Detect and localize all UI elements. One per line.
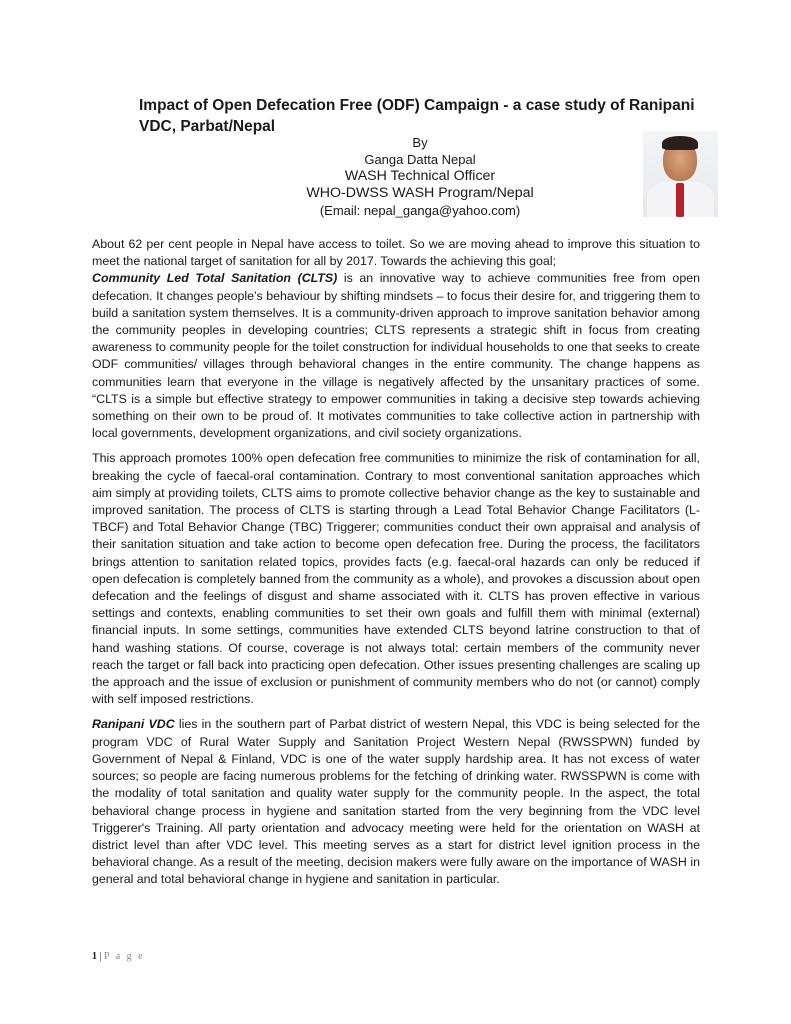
document-title: Impact of Open Defecation Free (ODF) Campaign - a case study of Ranipani VDC, Parbat/Nepal [139,97,695,135]
document-body [92,236,700,897]
keyword-ranipani: Ranipani VDC [92,717,175,732]
author-photo [643,131,718,217]
paragraph-ranipani [92,716,700,888]
author-email: (Email: nepal_ganga@yahoo.com) [319,203,521,218]
paragraph-approach: This approach promotes 100% open defecation free communities to minimize the risk of contamination for all, breaking the cycle of faecal-oral contamination. Contrary to most conventional sanitation approaches which aim simply at providing toilets, CLTS aims to promote collective behavior change as the key to sustainable and improved sanitation. The process of CLTS is starting through a Lead Total Behavior Change Facilitators (L-TBCF) and Total Behavior Change (TBC) Triggerer; communities conduct their own appraisal and analysis of their sanitation situation and take action to become open defecation free. During the process, the facilitators brings attention to sanitation related topics, provides facts (e.g. faecal-oral hazards can only be reduced if open defecation is completely banned from the community as a whole), and provokes a discussion about open defecation and the feelings of disgust and shame associated with it. CLTS has proven effective in various settings and contexts, enabling communities to set their own goals and fulfill them with minimal (external) financial inputs. In some settings, communities have extended CLTS beyond latrine construction to that of hand washing stations. Of course, coverage is not always total: certain members of the community never reach the target or fall back into practicing open defecation. Other issues presenting challenges are scaling up the approach and the issue of exclusion or punishment of community members who do not (or cannot) comply with self imposed restrictions. [92,451,700,707]
paragraph-intro-body: is an innovative way to achieve communities free from open defecation. It changes people’s behaviour by shifting mindsets – to focus their desire for, and triggering them to build a sanitation system themselves. It is a community-driven approach to improve sanitation behavior among the community peoples in developing countries; CLTS represents a strategic shift in focus from creating awareness to community people for the toilet construction for individual households to one that seeks to create ODF communities/ villages through behavioral changes in the entire community. The change happens as communities learn that everyone in the village is negatively affected by the unsanitary practices of some. “CLTS is a simple but effective strategy to empower communities in taking a decisive step towards achieving something on their own to be proud of. It motivates communities to take collective action in partnership with local governments, development organizations, and civil society organizations. [92,271,700,441]
author-name: Ganga Datta Nepal [364,152,476,167]
author-position: WASH Technical Officer [344,168,496,184]
by-label: By [412,135,428,150]
keyword-clts: Community Led Total Sanitation (CLTS) [92,271,338,286]
photo-hair [662,136,698,150]
page-separator: | [97,951,105,962]
page-footer [92,951,145,962]
author-organization: WHO-DWSS WASH Program/Nepal [306,185,534,201]
page-number: 1 [92,951,97,962]
paragraph-intro [92,236,700,442]
byline [270,134,570,219]
photo-tie [676,183,684,217]
paragraph-ranipani-body: lies in the southern part of Parbat district of western Nepal, this VDC is being selected for the program VDC of Rural Water Supply and Sanitation Project Western Nepal (RWSSPWN) funded by Government of Nepal & Finland, VDC is one of the water supply hardship area. It has not excess of water sources; so people are facing numerous problems for the fetching of drinking water. RWSSPWN is come with the modality of total sanitation and quality water supply for the community people. In the aspect, the total behavioral change process in hygiene and sanitation started from the very beginning from the VDC level Triggerer's Training. All party orientation and advocacy meeting were held for the orientation on WASH at district level than after VDC level. This meeting serves as a start for district level ignition process in the behavioral change. As a result of the meeting, decision makers were fully aware on the importance of WASH in general and total behavioral change in hygiene and sanitation in particular. [92,717,700,887]
paragraph-intro-text: About 62 per cent people in Nepal have access to toilet. So we are moving ahead to improve this situation to meet the national target of sanitation for all by 2017. Towards the achieving this goal; [92,237,700,269]
page-label: P a g e [104,951,145,962]
